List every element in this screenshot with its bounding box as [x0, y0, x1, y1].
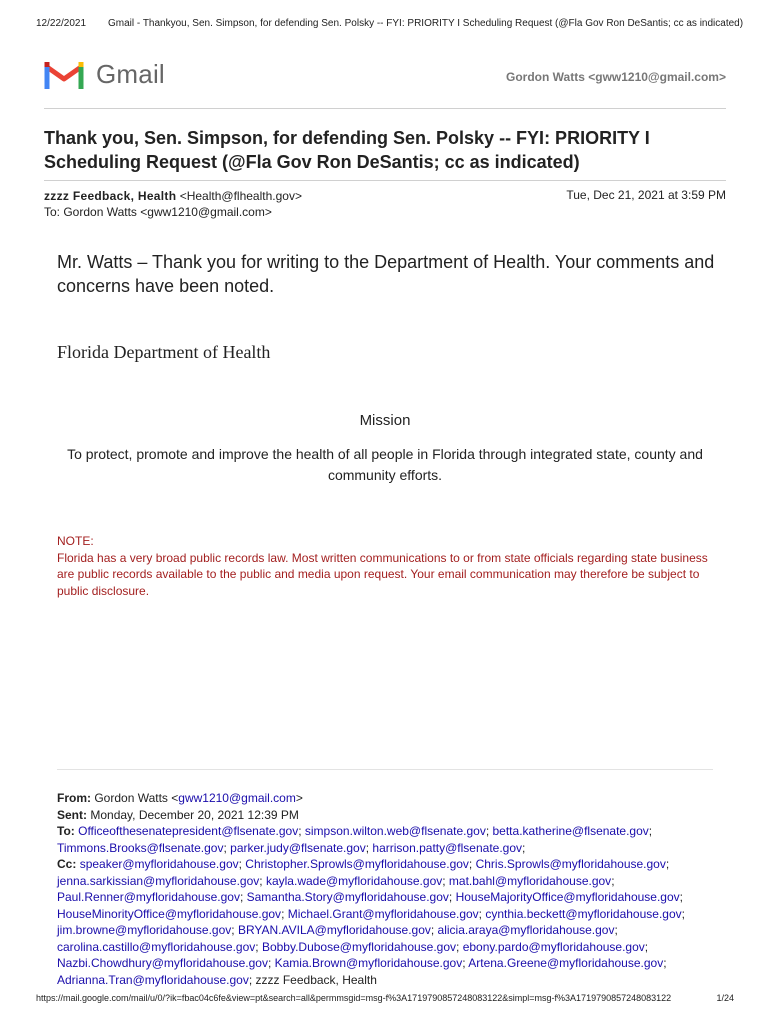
- to-email-link[interactable]: Timmons.Brooks@flsenate.gov: [57, 840, 224, 855]
- cc-email-link[interactable]: jim.browne@myfloridahouse.gov: [57, 923, 232, 937]
- cc-email-link[interactable]: HouseMinorityOffice@myfloridahouse.gov: [57, 906, 282, 921]
- gmail-wordmark: Gmail: [96, 58, 165, 89]
- cc-email-link[interactable]: cynthia.beckett@myfloridahouse.gov: [485, 906, 682, 921]
- sender-block: [44, 188, 302, 220]
- cc-email-link[interactable]: Michael.Grant@myfloridahouse.gov: [287, 906, 479, 921]
- from-label: From:: [57, 791, 91, 805]
- cc-label: Cc:: [57, 857, 77, 871]
- from-name: Gordon Watts <: [94, 791, 179, 805]
- print-title: Gmail - Thankyou, Sen. Simpson, for defending Sen. Polsky -- FYI: PRIORITY I Scheduling Request (@Fla Gov Ron DeSantis; cc as indicated): [108, 18, 744, 29]
- recipient-line: To: Gordon Watts <gww1210@gmail.com>: [44, 205, 272, 219]
- subject-divider: [44, 180, 726, 181]
- page-number: 1/24: [716, 993, 734, 1003]
- quoted-header: [57, 790, 717, 988]
- quote-divider: [57, 769, 713, 770]
- cc-email-link[interactable]: Chris.Sprowls@myfloridahouse.gov: [475, 857, 666, 871]
- sent-value: Monday, December 20, 2021 12:39 PM: [90, 807, 299, 822]
- sender-email: <Health@flhealth.gov>: [179, 189, 302, 203]
- cc-email-link[interactable]: Kamia.Brown@myfloridahouse.gov: [274, 956, 463, 970]
- cc-email-link[interactable]: speaker@myfloridahouse.gov: [79, 857, 239, 871]
- mission-heading: Mission: [359, 412, 411, 429]
- cc-email-link[interactable]: mat.bahl@myfloridahouse.gov: [448, 873, 612, 888]
- cc-email-link[interactable]: Christopher.Sprowls@myfloridahouse.gov: [245, 857, 469, 871]
- from-close: >: [295, 791, 303, 805]
- sender-name: zzzz Feedback, Health: [44, 189, 177, 203]
- gmail-m-icon: [44, 58, 84, 90]
- to-email-link[interactable]: betta.katherine@flsenate.gov: [492, 824, 649, 838]
- cc-email-list: speaker@myfloridahouse.gov; Christopher.Sprowls@myfloridahouse.gov; Chris.Sprowls@myfloridahouse.gov; jenna.sarkissian@myfloridahouse.gov; kayla.wade@myfloridahouse.gov; mat.bahl@myfloridahouse.gov; Paul.Renner@myfloridahouse.gov; Samantha.Story@myfloridahouse.gov; HouseMajorityOffice@myfloridahouse.gov; HouseMinorityOffice@myfloridahouse.gov; Michael.Grant@myfloridahouse.gov; cynthia.beckett@myfloridahouse.gov; jim.browne@myfloridahouse.gov; BRYAN.AVILA@myfloridahouse.gov; alicia.araya@myfloridahouse.gov; carolina.castillo@myfloridahouse.gov; Bobby.Dubose@myfloridahouse.gov; ebony.pardo@myfloridahouse.gov; Nazbi.Chowdhury@myfloridahouse.gov; Kamia.Brown@myfloridahouse.gov; Artena.Greene@myfloridahouse.gov; Adrianna.Tran@myfloridahouse.gov;: [57, 857, 685, 987]
- greeting-text: Mr. Watts – Thank you for writing to the Department of Health. Your comments and concerns have been noted.: [57, 252, 715, 296]
- cc-email-link[interactable]: BRYAN.AVILA@myfloridahouse.gov: [237, 923, 431, 937]
- signature-department: Florida Department of Health: [57, 342, 271, 362]
- account-label: Gordon Watts <gww1210@gmail.com>: [506, 70, 726, 84]
- mission-statement: To protect, promote and improve the health of all people in Florida through integrated state, county and community efforts.: [67, 446, 703, 483]
- header-divider: [44, 108, 726, 109]
- email-subject: Thank you, Sen. Simpson, for defending Sen. Polsky -- FYI: PRIORITY I Scheduling Request (@Fla Gov Ron DeSantis; cc as indicated): [44, 128, 650, 172]
- to-email-list: Officeofthesenatepresident@flsenate.gov; simpson.wilton.web@flsenate.gov; betta.katherine@flsenate.gov; Timmons.Brooks@flsenate.gov; parker.judy@flsenate.gov; harrison.patty@flsenate.gov;: [57, 824, 653, 855]
- cc-email-link[interactable]: Nazbi.Chowdhury@myfloridahouse.gov: [57, 956, 268, 970]
- to-email-link[interactable]: simpson.wilton.web@flsenate.gov: [304, 824, 486, 838]
- message-date: Tue, Dec 21, 2021 at 3:59 PM: [566, 188, 726, 202]
- to-label: To:: [57, 824, 75, 838]
- note-title: NOTE:: [57, 534, 94, 548]
- gmail-logo[interactable]: [44, 58, 165, 90]
- quoted-from-line: [57, 790, 717, 807]
- cc-email-link[interactable]: kayla.wade@myfloridahouse.gov: [265, 873, 443, 888]
- cc-email-link[interactable]: ebony.pardo@myfloridahouse.gov: [462, 939, 645, 954]
- print-url: https://mail.google.com/mail/u/0/?ik=fbac04c6fe&view=pt&search=all&permmsgid=msg-f%3A1719790857248083122&simpl=msg-f%3A1719790857248083122: [36, 993, 672, 1003]
- sent-label: Sent:: [57, 807, 87, 822]
- note-text: Florida has a very broad public records law. Most written communications to or from state officials regarding state business are public records available to the public and media upon request. Your email communication may therefore be subject to public disclosure.: [57, 550, 708, 598]
- quoted-to-line: [57, 823, 717, 856]
- cc-email-link[interactable]: HouseMajorityOffice@myfloridahouse.gov: [455, 890, 680, 904]
- to-email-link[interactable]: parker.judy@flsenate.gov: [230, 840, 366, 855]
- cc-email-link[interactable]: Bobby.Dubose@myfloridahouse.gov: [261, 939, 457, 954]
- to-email-link[interactable]: harrison.patty@flsenate.gov: [372, 840, 523, 855]
- to-email-link[interactable]: Officeofthesenatepresident@flsenate.gov: [78, 824, 299, 838]
- cc-email-link[interactable]: jenna.sarkissian@myfloridahouse.gov: [57, 873, 260, 888]
- cc-email-link[interactable]: Paul.Renner@myfloridahouse.gov: [57, 890, 240, 904]
- print-date: 12/22/2021: [36, 18, 87, 29]
- cc-email-link[interactable]: alicia.araya@myfloridahouse.gov: [437, 923, 615, 937]
- public-records-note: [57, 533, 717, 599]
- cc-email-link[interactable]: carolina.castillo@myfloridahouse.gov: [57, 939, 256, 954]
- cc-email-link[interactable]: Adrianna.Tran@myfloridahouse.gov: [57, 972, 249, 987]
- cc-email-link[interactable]: Artena.Greene@myfloridahouse.gov: [468, 956, 664, 970]
- cc-tail: zzzz Feedback, Health: [255, 972, 377, 987]
- cc-email-link[interactable]: Samantha.Story@myfloridahouse.gov: [246, 890, 449, 904]
- quoted-cc-line: [57, 856, 717, 988]
- from-email-link[interactable]: gww1210@gmail.com: [178, 791, 296, 805]
- quoted-sent-line: [57, 807, 717, 824]
